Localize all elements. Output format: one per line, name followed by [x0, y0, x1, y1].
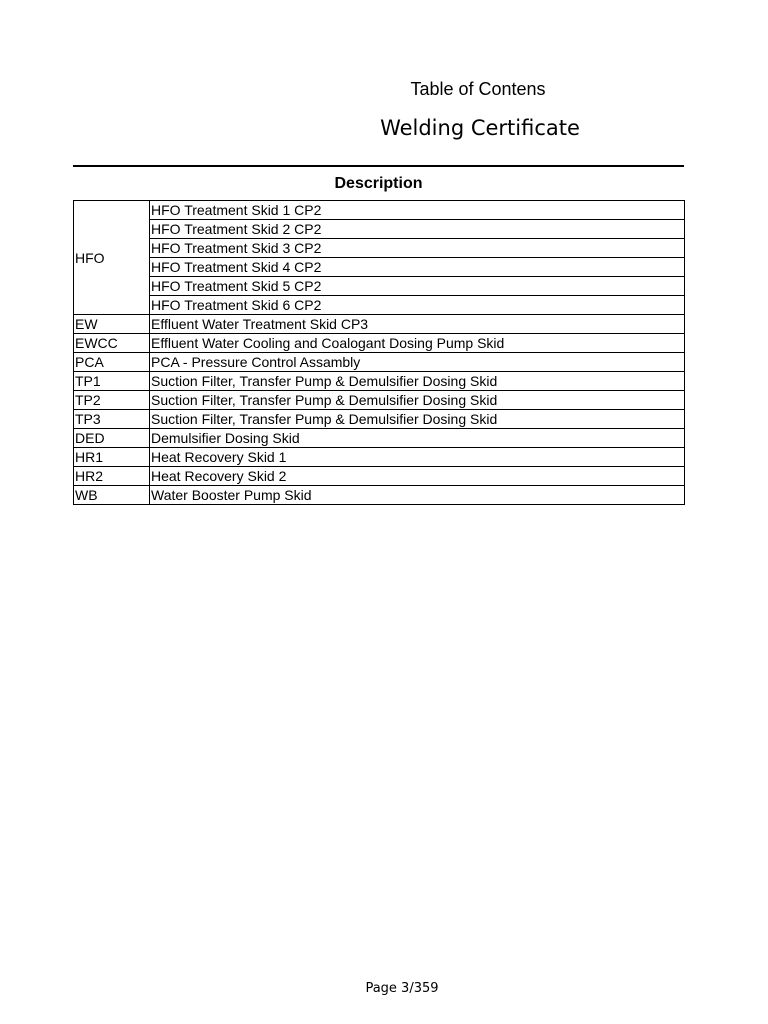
description-cell: Heat Recovery Skid 2	[150, 467, 685, 486]
table-row	[74, 334, 685, 353]
table-row	[74, 296, 685, 315]
description-cell: Demulsifier Dosing Skid	[150, 429, 685, 448]
section-code-cell: EWCC	[74, 334, 150, 353]
description-cell: HFO Treatment Skid 2 CP2	[150, 220, 685, 239]
toc-title: Table of Contens	[410, 79, 546, 99]
section-code-cell: WB	[74, 486, 150, 505]
table-row	[74, 220, 685, 239]
header-rule	[73, 165, 684, 167]
table-row	[74, 467, 685, 486]
description-cell: HFO Treatment Skid 5 CP2	[150, 277, 685, 296]
table-row	[74, 410, 685, 429]
table-row	[74, 201, 685, 220]
table-row	[74, 391, 685, 410]
table-row	[74, 315, 685, 334]
table-row	[74, 277, 685, 296]
description-cell: PCA - Pressure Control Assambly	[150, 353, 685, 372]
section-code-cell: DED	[74, 429, 150, 448]
table-row	[74, 486, 685, 505]
table-row	[74, 448, 685, 467]
section-code-cell: PCA	[74, 353, 150, 372]
toc-table-body	[74, 201, 685, 505]
description-cell: HFO Treatment Skid 1 CP2	[150, 201, 685, 220]
table-row	[74, 372, 685, 391]
description-cell: Heat Recovery Skid 1	[150, 448, 685, 467]
document-title: Welding Certificate	[380, 116, 580, 140]
description-cell: Suction Filter, Transfer Pump & Demulsifier Dosing Skid	[150, 372, 685, 391]
section-code-cell: TP1	[74, 372, 150, 391]
page-number: Page 3/359	[365, 981, 439, 996]
section-code-cell: TP3	[74, 410, 150, 429]
toc-table	[73, 200, 685, 505]
section-code-cell: TP2	[74, 391, 150, 410]
description-cell: Effluent Water Treatment Skid CP3	[150, 315, 685, 334]
table-row	[74, 353, 685, 372]
section-code-cell: HFO	[74, 201, 150, 315]
description-cell: HFO Treatment Skid 3 CP2	[150, 239, 685, 258]
description-header: Description	[334, 175, 423, 192]
table-row	[74, 258, 685, 277]
description-cell: HFO Treatment Skid 6 CP2	[150, 296, 685, 315]
table-row	[74, 429, 685, 448]
description-cell: Suction Filter, Transfer Pump & Demulsifier Dosing Skid	[150, 410, 685, 429]
section-code-cell: HR1	[74, 448, 150, 467]
description-cell: Effluent Water Cooling and Coalogant Dosing Pump Skid	[150, 334, 685, 353]
description-cell: HFO Treatment Skid 4 CP2	[150, 258, 685, 277]
description-cell: Water Booster Pump Skid	[150, 486, 685, 505]
section-code-cell: EW	[74, 315, 150, 334]
description-cell: Suction Filter, Transfer Pump & Demulsifier Dosing Skid	[150, 391, 685, 410]
table-row	[74, 239, 685, 258]
section-code-cell: HR2	[74, 467, 150, 486]
